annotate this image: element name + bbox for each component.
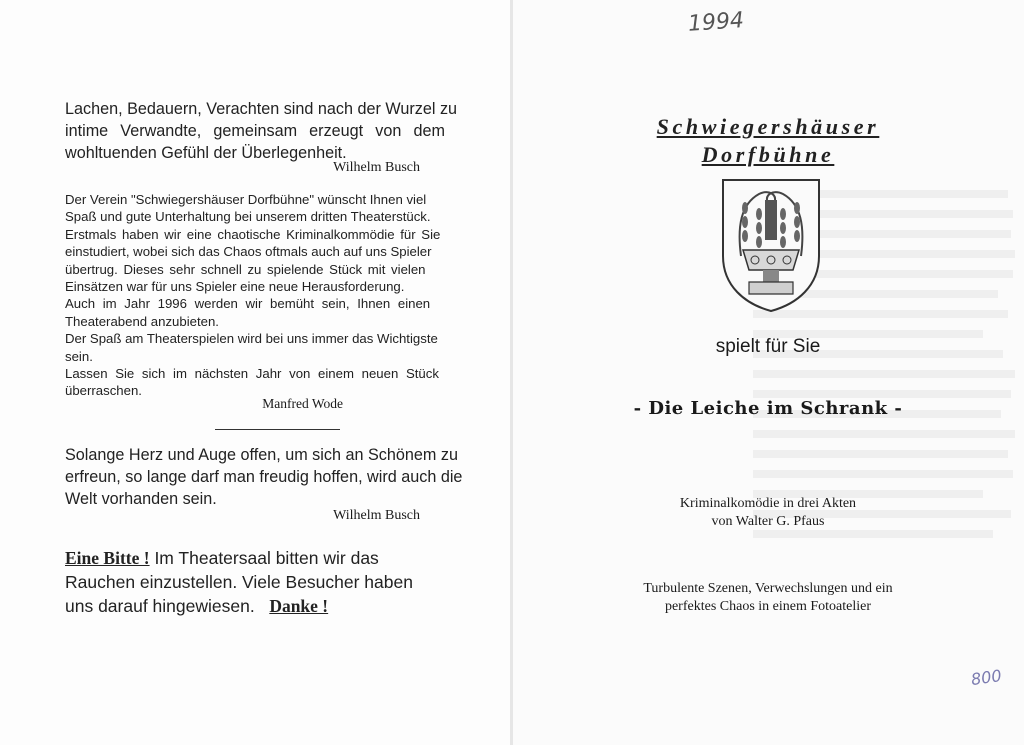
message-line: Der Spaß am Theaterspielen wird bei uns immer das Wichtigste	[65, 331, 438, 347]
quote-line: erfreun, so lange darf man freudig hoffen, wird auch die	[65, 468, 463, 486]
author-text: von Walter G. Pfaus	[711, 514, 825, 529]
quote-line: wohltuenden Gefühl der Überlegenheit.	[65, 144, 347, 162]
quote-author: Wilhelm Busch	[333, 160, 420, 175]
title-line-2: Dorfbühne	[701, 142, 835, 167]
tagline-line: perfektes Chaos in einem Fotoatelier	[664, 599, 872, 614]
notice-heading: Eine Bitte !	[65, 548, 150, 568]
left-page	[0, 0, 511, 745]
presents-text: spielt für Sie	[715, 336, 821, 357]
title-line-1: Schwiegershäuser	[656, 114, 880, 139]
handwritten-number: 800	[969, 665, 1003, 690]
message-line: einstudiert, wobei sich das Chaos oftmals auch auf uns Spieler	[65, 244, 432, 260]
quote-line: intime Verwandte, gemeinsam erzeugt von dem	[65, 122, 445, 140]
notice-text: uns darauf hingewiesen.	[65, 596, 255, 616]
message-line: Lassen Sie sich im nächsten Jahr von einem neuen Stück	[65, 366, 439, 382]
message-line: Der Verein "Schwiegershäuser Dorfbühne" wünscht Ihnen viel	[65, 192, 427, 207]
message-line: sein.	[65, 348, 93, 364]
busch-quote-2	[65, 444, 463, 510]
notice-text: Im Theatersaal bitten wir das	[149, 548, 379, 568]
handwritten-year: 1994	[687, 8, 745, 37]
quote-author: Wilhelm Busch	[333, 508, 420, 523]
genre-text: Kriminalkomödie in drei Akten	[679, 496, 857, 511]
quote-line: Welt vorhanden sein.	[65, 490, 217, 508]
divider-line	[215, 429, 340, 430]
message-line: Spaß und gute Unterhaltung bei unserem dritten Theaterstück.	[65, 209, 431, 225]
notice-thanks: Danke !	[269, 596, 329, 616]
coat-of-arms-icon	[719, 176, 823, 314]
quote-line: Lachen, Bedauern, Verachten sind nach der Wurzel zu	[65, 100, 458, 118]
message-line: Einsätzen war für uns Spieler eine neue Herausforderung.	[65, 279, 405, 295]
busch-quote-1	[65, 98, 458, 164]
notice-text: Rauchen einzustellen. Viele Besucher haben	[65, 572, 413, 592]
tagline-line: Turbulente Szenen, Verwechslungen und ein	[643, 581, 893, 596]
message-line: übertrug. Dieses sehr schnell zu spielende Stück mit vielen	[65, 261, 426, 277]
message-line: überraschen.	[65, 383, 142, 399]
tagline	[608, 580, 928, 616]
message-signature: Manfred Wode	[262, 396, 343, 411]
play-title: - Die Leiche im Schrank -	[633, 398, 903, 419]
message-line: Erstmals haben wir eine chaotische Kriminalkommödie für Sie	[65, 226, 441, 242]
right-page	[513, 0, 1024, 745]
message-line: Auch im Jahr 1996 werden wir bemüht sein, Ihnen einen	[65, 296, 431, 312]
club-message	[65, 191, 446, 400]
smoking-notice	[65, 546, 450, 618]
message-line: Theaterabend anzubieten.	[65, 313, 219, 329]
quote-line: Solange Herz und Auge offen, um sich an Schönem zu	[65, 446, 458, 464]
